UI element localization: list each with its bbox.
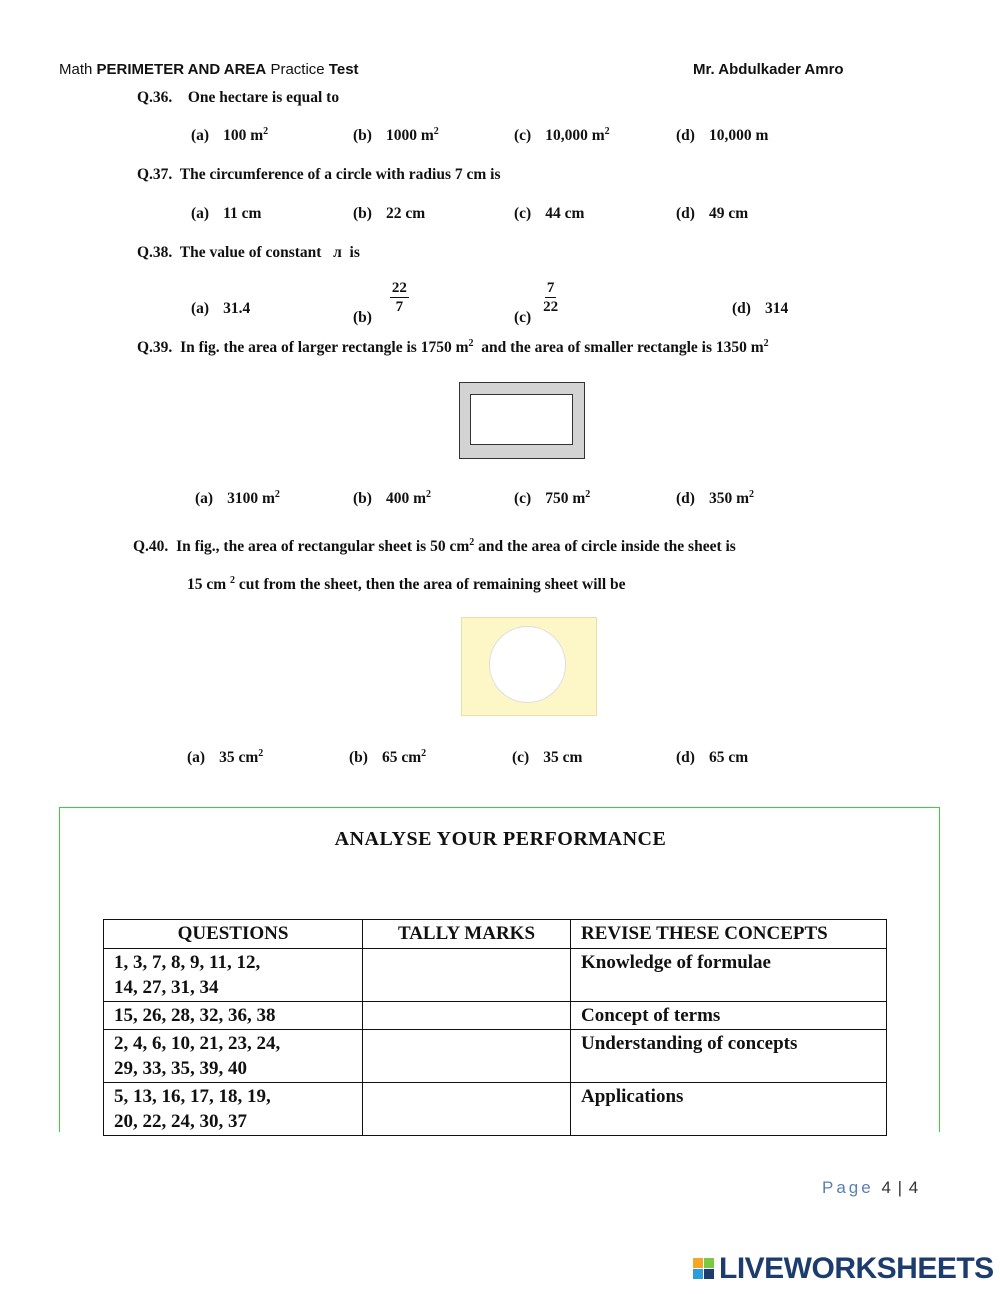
q39-option-b[interactable]: (b) 400 $m^2$	[353, 488, 431, 507]
q39-option-a[interactable]: (a) 3100 $m^2$	[195, 488, 280, 507]
performance-title: ANALYSE YOUR PERFORMANCE	[334, 828, 667, 850]
q38-option-c[interactable]: (c) $\frac{7}{22}$	[514, 280, 559, 327]
question-40: Q.40. In fig., the area of rectangular sheet is 50 $cm^2$ and the area of circle inside the sheet is	[133, 536, 736, 555]
q36-option-a[interactable]: (a) 100 $m^2$	[191, 125, 269, 144]
q40-option-c[interactable]: (c) 35 cm	[512, 749, 583, 766]
teacher-name: Mr. Abdulkader Amro	[693, 61, 844, 78]
col-header-tally: TALLY MARKS	[363, 920, 571, 949]
q38-option-a[interactable]: (a) 31.4	[191, 300, 251, 317]
q40-option-d[interactable]: (d) 65 cm	[676, 749, 749, 766]
tally-cell[interactable]	[363, 1083, 571, 1136]
question-text-cont: and the area of circle inside the sheet is	[478, 538, 736, 555]
test-word: Test	[328, 61, 359, 78]
larger-rectangle-figure	[459, 382, 585, 459]
table-row	[104, 949, 887, 1002]
question-40-line2: 15 cm $^2$ cut from the sheet, then the area of remaining sheet will be	[187, 574, 626, 593]
question-38	[137, 244, 360, 262]
q38-option-b[interactable]: (b) $\frac{22}{7}$	[353, 280, 407, 327]
concept-cell: Concept of terms	[571, 1002, 887, 1030]
q37-option-b[interactable]: (b) 22 cm	[353, 205, 426, 222]
question-37	[137, 166, 501, 184]
page-number: Page 4 | 4	[822, 1178, 920, 1197]
question-text-cont: and the area of smaller rectangle is 1350 m	[481, 339, 764, 356]
performance-box	[59, 807, 940, 1132]
q40-option-b[interactable]: (b) 65 $cm^2$	[349, 747, 427, 766]
question-text-end: is	[349, 244, 360, 261]
questions-cell: 15, 26, 28, 32, 36, 38	[104, 1002, 363, 1030]
tally-cell[interactable]	[363, 1030, 571, 1083]
table-row	[104, 1083, 887, 1136]
questions-cell: 5, 13, 16, 17, 18, 19, 20, 22, 24, 30, 37	[104, 1083, 363, 1136]
rectangular-sheet-figure	[461, 617, 597, 716]
table-row	[104, 1002, 887, 1030]
practice-word: Practice	[270, 61, 325, 78]
circle-cutout-figure	[489, 626, 566, 703]
concept-cell: Knowledge of formulae	[571, 949, 887, 1002]
q39-option-c[interactable]: (c) 750 $m^2$	[514, 488, 591, 507]
question-number: Q.36.	[137, 89, 173, 106]
smaller-rectangle-figure	[470, 394, 573, 445]
doc-header-title	[59, 61, 359, 78]
fraction-22-7: $\frac{22}{7}$	[391, 280, 407, 315]
q40-option-a[interactable]: (a) 35 $cm^2$	[187, 747, 264, 766]
fraction-7-22: $\frac{7}{22}$	[543, 280, 559, 315]
question-text: In fig. the area of larger rectangle is 1750 m	[180, 339, 469, 356]
tally-cell[interactable]	[363, 1002, 571, 1030]
question-number: Q.40.	[133, 538, 169, 555]
question-text: The circumference of a circle with radius 7 cm is	[179, 166, 501, 183]
questions-cell: 2, 4, 6, 10, 21, 23, 24, 29, 33, 35, 39, 40	[104, 1030, 363, 1083]
logo-text: LIVEWORKSHEETS	[719, 1252, 994, 1285]
question-text: In fig., the area of rectangular sheet is 50 cm	[176, 538, 470, 555]
table-row	[104, 1030, 887, 1083]
topic: PERIMETER AND AREA	[96, 61, 267, 78]
q36-option-b[interactable]: (b) 1000 $m^2$	[353, 125, 439, 144]
pi-symbol: л	[333, 244, 342, 261]
questions-cell: 1, 3, 7, 8, 9, 11, 12, 14, 27, 31, 34	[104, 949, 363, 1002]
col-header-questions: QUESTIONS	[104, 920, 363, 949]
col-header-concepts: REVISE THESE CONCEPTS	[571, 920, 887, 949]
q37-option-a[interactable]: (a) 11 cm	[191, 205, 262, 222]
q37-option-d[interactable]: (d) 49 cm	[676, 205, 749, 222]
question-36	[137, 89, 339, 107]
q39-option-d[interactable]: (d) 350 $m^2$	[676, 488, 754, 507]
question-number: Q.37.	[137, 166, 173, 183]
q37-option-c[interactable]: (c) 44 cm	[514, 205, 585, 222]
question-number: Q.39.	[137, 339, 173, 356]
liveworksheets-logo[interactable]	[693, 1252, 994, 1286]
question-39: Q.39. In fig. the area of larger rectangle is 1750 $m^2$ and the area of smaller rectangle is 1350 $m^2$	[137, 337, 769, 356]
concept-cell: Understanding of concepts	[571, 1030, 887, 1083]
liveworksheets-logo-icon	[693, 1258, 715, 1280]
question-text: The value of constant	[179, 244, 322, 261]
performance-table	[103, 919, 887, 1136]
q38-option-d[interactable]: (d) 314	[732, 300, 789, 317]
table-header-row	[104, 920, 887, 949]
q36-option-d[interactable]: (d) 10,000 m	[676, 127, 769, 144]
question-number: Q.38.	[137, 244, 173, 261]
subject: Math	[59, 61, 93, 78]
question-text: One hectare is equal to	[187, 89, 340, 106]
concept-cell: Applications	[571, 1083, 887, 1136]
q36-option-c[interactable]: (c) 10,000 $m^2$	[514, 125, 610, 144]
tally-cell[interactable]	[363, 949, 571, 1002]
